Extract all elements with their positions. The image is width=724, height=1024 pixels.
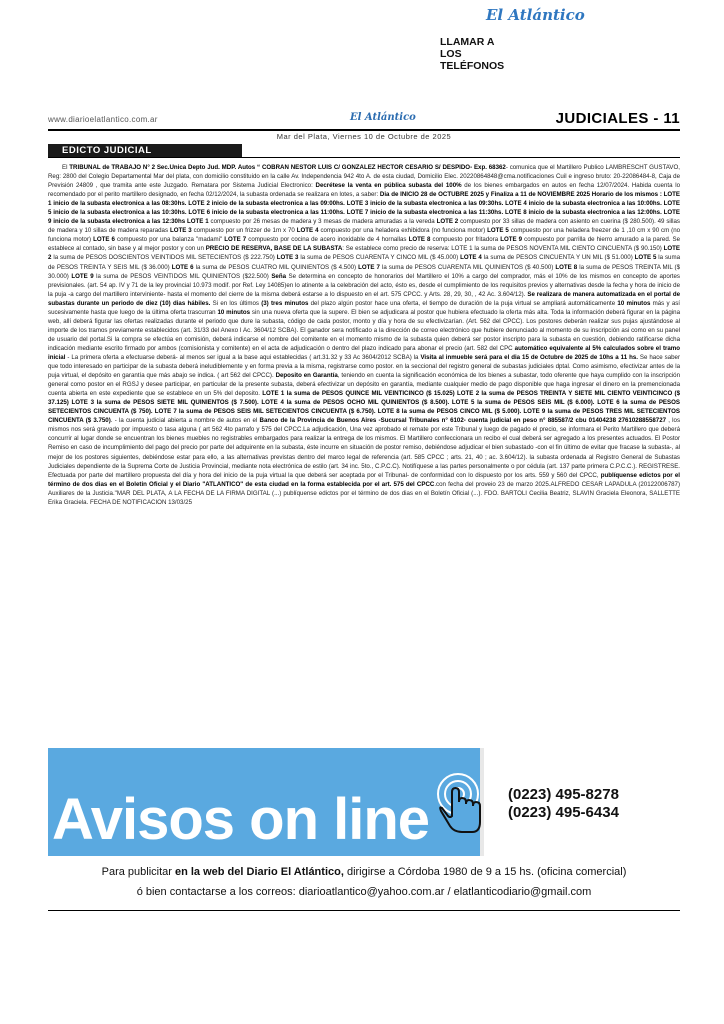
ad-footer-bold: en la web del Diario El Atlántico,: [174, 866, 344, 878]
ad-title: Avisos on line: [52, 787, 430, 852]
ad-footer-line-1: [48, 866, 680, 878]
header-logo: El Atlántico: [350, 112, 416, 123]
edicto-body: [48, 163, 680, 507]
edicto-paragraph: El TRIBUNAL de TRABAJO N° 2 Sec.Unica Depto Jud. MDP. Autos “ COBRAN NESTOR LUIS C/ GONZALEZ HECTOR CESARIO S/ DESPIDO- Exp. 68362- comunica que el Martillero Publico LAMBRESCHT GUSTAVO, Reg: 2800 del Colegio Departamental Mar del plata, con domicilio constituido en la calle Av. Independencia 942 4to A. de esta ciudad, Domicilio Elec. 20220864848@cma.notificaciones Cuil e ingreso bruto: 20-22086484-8, Caja de Previsión 24809 , que tramita ante este Juzgado. Rematara por Sistema Judicial Electronico: Decrétese la venta en pública subasta del 100% de los bienes embargados en autos en fecha 12/07/2024. Habida cuenta lo recomendado por el perito martillero designado, en fecha 02/12/2024, la subasta ordenada se realizara en lotes, a saber: Dia de INICIO 28 de OCTUBRE 2025 y Finaliza a 11 de NOVIEMBRE 2025 Horario de los mismos : LOTE 1 inicio de la subasta electronica a las 08:30hs. LOTE 2 inicio de la subasta electronica a las 09:00hs. LOTE 3 inicio de la subasta electronica a las 09:30hs. LOTE 4 inicio de la subasta electronica a las 10:00hs. LOTE 5 inicio de la subasta electronica a las 10:30hs. LOTE 6 inicio de la subasta electronica a las 11:00hs. LOTE 7 inicio de la subasta electronica a las 11:30hs. LOTE 8 inicio de la subasta electronica a las 12:00hs. LOTE 9 inicio de la subasta electronica a las 12:30hs LOTE 1 compuesto por 26 mesas de madera y 3 mesas de madera amuradas a la vereda LOTE 2 compuesto por 33 sillas de madera con asiento en cuerina ($ 280.500). 49 sillas de madera y 10 sillas de madera reparadas LOTE 3 compuesto por un frizzer de 1m x 70 LOTE 4 compuesto por una heladera exhibidora (no funciona motor) LOTE 5 compuesto por una heladera freezer de 1 ,10 cm x 90 cm (no funciona motor) LOTE 6 compuesto por una balanza "madami" LOTE 7 compuesto por cocina de acero inoxidable de 4 hornallas LOTE 8 compuesto por fritadora LOTE 9 compuesto por parrilla de hierro amurado a la pared. Se establece al contado, sin base y al mejor postor y con un PRECIO DE RESERVA, BASE DE LA SUBASTA: Se establece como precio de reserva: LOTE 1 la suma de PESOS NOVENTA MIL CIENTO CINCUENTA ($ 90.150) LOTE 2 la suma de PESOS DOSCIENTOS VEINTIDOS MIL SETECIENTOS ($ 222.750) LOTE 3 la suma de PESOS CUARENTA Y CINCO MIL ($ 45.000) LOTE 4 la suma de PESOS CINCUENTA Y UN MIL ($ 51.000) LOTE 5 la suma de PESOS TREINTA Y SEIS MIL ($ 36.000) LOTE 6 la suma de PESOS CUATRO MIL QUINIENTOS ($ 4.500) LOTE 7 la suma de PESOS CUARENTA MIL QUINIENTOS ($ 40.500) LOTE 8 la suma de PESOS TREINTA MIL ($ 30.000) LOTE 9 la suma de PESOS VEINTIDOS MIL QUINIENTOS ($22.500) Seña Se determina en concepto de honorarios del Martillero el 10% a cargo del comprador, más el 10% de los mismos en concepto de aportes previsionales. (art. 54 ap. IV y 71 de la ley provincial 10.973 modif. por Ref. Ley 14085)en lo atinente a la celebración del acto, ésto es, desde el cumplimiento de los requisitos previos y alternativas desde la fecha y hora de inicio de la puja -a cargo del martillero interviniente- hasta el momento del cierre de la misma deberá estarse a lo dispuesto en el art. 575 CPCC. y Arts. 28, 29, 30, , 42 Ac. 3.604/12). Se realizara de manera automatizada en el portal de subastas durante un periodo de diez (10) dias hábiles. Si en los últimos (3) tres minutos del plazo algún postor hace una oferta, el tiempo de duración de la puja virtual se ampliará automáticamente 10 minutos más y así sucesivamente hasta que luego de la última oferta trascurran 10 minutos sin una nueva oferta que la supere. El bien se adjudicara al postor que hubiera efectuado la oferta más alta. Toda la información deberá figurar en la página web, allí deberá figurar las ofertas realizadas durante el periodo que dure la subasta, código de cada postor, monto y día y hora de su efectivizarían. (Art. 562 del CPCC). Los postores deberán realizar sus pujas ajustándose al importe de los tramos previamente establecidos (art. 31/33 del Anexo I Ac. 3604/12 SCBA). El ganador sera notificado a la dirección de correo electrónico que hubiere denunciado al momento de su inscripción asi como en su panel de usuario del portal.Si la compra se efectúa en comisión, deberá indicarse el nombre del comitente en el momento mismo de la subasta quien deberá ser postor inscripto para la subasta en cuestión, debiendo ratificarse dicha indicación mediante escrito firmado por ambos (comisionista y comitente) en el acta de adjudicación o dentro del plazo indicado para abonar el precio (art. 582 del CPC automático equivalente al 5% calculados sobre el tramo inicial - La primera oferta a efectuarse deberá- al menos ser igual a la base aqui establecidas ( art.31.32 y 33 Ac 3604/2012 SCBA) la Visita al inmueble será para el dia 15 de Octubre de 2025 de 10hs a 11 hs. Se hace saber que todo interesado en participar de la subasta deberá ineludiblemente y en forma previa a la misma, registrarse como postor. en la seccional del registro general de subastas judiciales dptal. Como asimismo, efectivizar antes de la puja virtual, el depósito en garantía que más abajo se indica. ( art 562 del CPCC). Deposito en Garantía, teniendo en cuenta la significación económica de los bienes a subastar, todo oferente que haya cumplido con la inscripción general como postor en el RGSJ y desee participar, en particular de la presente subasta, deberá efectivizar un depósito en garantía, mediante cualquier medio de pago disponible que haga ingresar el dinero en la premencionada cuenta abierta en este expediente que se establece en un 5% del deposito. LOTE 1 la suma de PESOS QUINCE MIL VEINTICINCO ($ 15.025) LOTE 2 la suma de PESOS TREINTA Y SIETE MIL CIENTO VEINTICINCO ($ 37.125) LOTE 3 la suma de PESOS SIETE MIL QUINIENTOS ($ 7.500). LOTE 4 la suma de PESOS OCHO MIL QUINIENTOS ($ 8.500). LOTE 5 la suma de PESOS SEIS MIL ($ 6.000). LOTE 6 la suma de PESOS SETECIENTOS CINCUENTA ($ 750). LOTE 7 la suma de PESOS SEIS MIL SETECIENTOS CINCUENTA ($ 6.750). LOTE 8 la suma de PESOS CINCO MIL ($ 5.000). LOTE 9 la suma de PESOS TRES MIL SETECIENTOS CINCUENTA ($ 3.750). - la cuenta judicial abierta a nombre de autos en el Banco de la Provincia de Buenos Aires -Sucursal Tribunales n° 6102- cuenta judicial en peso n° 885587/2 cbu 01404238 27610288558727 , los mismos nos será gravado por impuesto o tasa alguna ( art 562 4to parrafo y 575 del CPCC.La adjudicación, Una vez aprobado el remate por este Tribunal y luego de pagado el precio, se informara el Perito Martillero que deberá concurrir al lugar donde se encuentran los bienes muebles no registrables embargados para realizar la entrega de los mismos. El Martillero confeccionara un recibo el cual deberá ser agregado a los presentes actuados. El Postor Remiso en caso de incumplimiento del pago del precio por parte del adquirente en la subasta, éste incurre en situación de postor remiso, debiéndose adjudicar el bien subastado -con el fin último de evitar que fracase la subasta-, al mejor de los postores siguientes, debiéndose estar para ello, a las alternativas previstas dentro del marco legal de referencia (art. 585 CPCC ; arts. 21, 40 ; ac. 3.604/12). la subasta ordenada al Registro General de Subastas Judiciales dependiente de la Suprema Corte de Justicia Provincial, mediante nota electrónica de estilo (art. 34 inc. 5to., C.P.C.C). Notifíquese a las partes personalmente o por cédula (art. 137 parte primera C.P.C.C.). REGISTRESE. Efectuada por parte del martillero propuesta del día y hora del inicio de la puja virtual la que deberá ser aceptada por el Tribunal- de conformidad con lo dispuesto por los arts. 559 y 560 del CPCC, publíquense edictos por el término de dos dias en el Boletin Oficial y el Diario "ATLANTICO" de esta ciudad en la forma establecida por el art. 575 del CPCC.con fecha del proveio 23 de marzo 2025.ALFREDO CESAR LAPADULA (20122006787) Auxiliares de la Justicia."MAR DEL PLATA, A LA FECHA DE LA FIRMA DIGITAL (...) publíquense edictos por el término de dos dias en el Boletín Oficial (...). FDO. BARTOLI Cecilia Beatriz, SLAVIN Graciela Eleonora, SALLETTE Erika Graciela. FECHA DE NOTIFICACION 13/03/25: [48, 164, 681, 506]
ad-footer-line-2[interactable]: ó bien contactarse a los correos: diarioatlantico@yahoo.com.ar / elatlanticodiario@gmail.com: [136, 886, 592, 898]
newspaper-page: [48, 112, 680, 507]
phone-number-1[interactable]: (0223) 495-8278: [508, 786, 619, 803]
ad-logo: El Atlántico: [486, 6, 585, 24]
edicto-heading: EDICTO JUDICIAL: [48, 144, 242, 158]
call-label: LLAMAR A LOS TELÉFONOS: [440, 36, 505, 72]
site-url[interactable]: www.diarioelatlantico.com.ar: [48, 115, 158, 124]
header-rule: [48, 129, 680, 131]
ad-footer-post: dirigirse a Córdoba 1980 de 9 a 15 hs. (oficina comercial): [343, 866, 627, 878]
ad-footer-pre: Para publicitar: [101, 866, 175, 878]
bottom-rule: [48, 910, 680, 911]
phone-number-2[interactable]: (0223) 495-6434: [508, 804, 619, 821]
issue-date: Mar del Plata, Viernes 10 de Octubre de 2025: [276, 132, 452, 141]
page-header: [48, 112, 680, 130]
section-title: JUDICIALES - 11: [555, 110, 680, 127]
